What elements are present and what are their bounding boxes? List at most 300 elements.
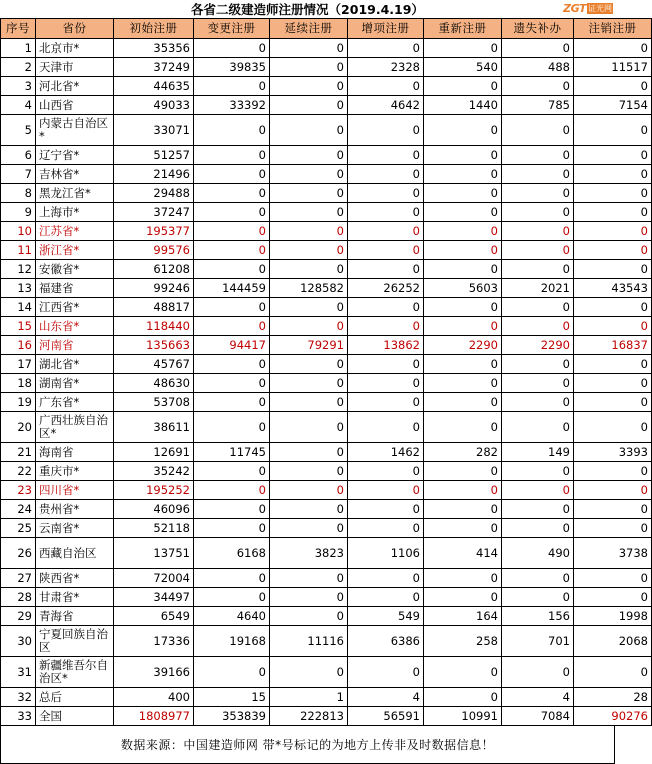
cell-province: 黑龙江省* — [36, 184, 114, 203]
cell-cancel: 0 — [574, 115, 652, 146]
cell-reregister: 0 — [424, 203, 502, 222]
cell-renew: 3823 — [270, 538, 348, 569]
cell-index: 24 — [1, 500, 36, 519]
cell-cancel: 16837 — [574, 336, 652, 355]
cell-change: 0 — [194, 165, 270, 184]
cell-index: 19 — [1, 393, 36, 412]
cell-initial: 400 — [114, 688, 194, 707]
cell-change: 94417 — [194, 336, 270, 355]
cell-province: 云南省* — [36, 519, 114, 538]
cell-renew: 0 — [270, 393, 348, 412]
cell-initial: 1808977 — [114, 707, 194, 726]
cell-change: 0 — [194, 481, 270, 500]
cell-cancel: 0 — [574, 657, 652, 688]
cell-cancel: 3738 — [574, 538, 652, 569]
cell-province: 河南省 — [36, 336, 114, 355]
cell-province: 广西壮族自治区* — [36, 412, 114, 443]
table-row — [1, 519, 652, 538]
table-row — [1, 58, 652, 77]
cell-lost: 0 — [502, 317, 574, 336]
cell-cancel: 1998 — [574, 607, 652, 626]
cell-reregister: 282 — [424, 443, 502, 462]
cell-province: 湖北省* — [36, 355, 114, 374]
cell-province: 北京市* — [36, 39, 114, 58]
registration-table — [0, 18, 652, 726]
cell-cancel: 0 — [574, 569, 652, 588]
cell-initial: 13751 — [114, 538, 194, 569]
cell-reregister: 2290 — [424, 336, 502, 355]
cell-reregister: 0 — [424, 355, 502, 374]
cell-cancel: 7154 — [574, 96, 652, 115]
cell-addition: 0 — [348, 588, 424, 607]
cell-province: 天津市 — [36, 58, 114, 77]
cell-cancel: 43543 — [574, 279, 652, 298]
cell-change: 6168 — [194, 538, 270, 569]
cell-cancel: 0 — [574, 146, 652, 165]
cell-renew: 0 — [270, 462, 348, 481]
table-row — [1, 538, 652, 569]
cell-change: 0 — [194, 298, 270, 317]
cell-renew: 0 — [270, 412, 348, 443]
table-header — [1, 19, 652, 39]
cell-addition: 0 — [348, 298, 424, 317]
cell-addition: 0 — [348, 569, 424, 588]
table-row — [1, 39, 652, 58]
cell-province: 重庆市* — [36, 462, 114, 481]
cell-initial: 37249 — [114, 58, 194, 77]
cell-addition: 0 — [348, 412, 424, 443]
cell-province: 辽宁省* — [36, 146, 114, 165]
cell-initial: 34497 — [114, 588, 194, 607]
table-row — [1, 707, 652, 726]
table-row — [1, 462, 652, 481]
column-header-lost: 遗失补办 — [502, 19, 574, 39]
cell-reregister: 258 — [424, 626, 502, 657]
cell-index: 2 — [1, 58, 36, 77]
cell-lost: 149 — [502, 443, 574, 462]
table-row — [1, 336, 652, 355]
cell-index: 7 — [1, 165, 36, 184]
cell-cancel: 0 — [574, 588, 652, 607]
cell-renew: 79291 — [270, 336, 348, 355]
cell-lost: 488 — [502, 58, 574, 77]
cell-change: 0 — [194, 519, 270, 538]
cell-lost: 701 — [502, 626, 574, 657]
cell-addition: 0 — [348, 374, 424, 393]
cell-reregister: 164 — [424, 607, 502, 626]
column-header-renew: 延续注册 — [270, 19, 348, 39]
cell-initial: 45767 — [114, 355, 194, 374]
cell-addition: 0 — [348, 241, 424, 260]
cell-addition: 0 — [348, 481, 424, 500]
cell-addition: 0 — [348, 462, 424, 481]
cell-renew: 0 — [270, 77, 348, 96]
cell-addition: 0 — [348, 260, 424, 279]
cell-cancel: 0 — [574, 412, 652, 443]
cell-cancel: 0 — [574, 500, 652, 519]
table-row — [1, 279, 652, 298]
cell-initial: 53708 — [114, 393, 194, 412]
cell-change: 33392 — [194, 96, 270, 115]
cell-cancel: 0 — [574, 165, 652, 184]
cell-addition: 13862 — [348, 336, 424, 355]
cell-lost: 0 — [502, 657, 574, 688]
cell-index: 1 — [1, 39, 36, 58]
cell-index: 20 — [1, 412, 36, 443]
cell-change: 15 — [194, 688, 270, 707]
cell-change: 19168 — [194, 626, 270, 657]
cell-reregister: 0 — [424, 519, 502, 538]
cell-change: 0 — [194, 500, 270, 519]
cell-index: 14 — [1, 298, 36, 317]
cell-reregister: 10991 — [424, 707, 502, 726]
cell-change: 0 — [194, 462, 270, 481]
table-row — [1, 374, 652, 393]
cell-renew: 0 — [270, 588, 348, 607]
cell-addition: 1106 — [348, 538, 424, 569]
cell-renew: 128582 — [270, 279, 348, 298]
cell-lost: 2021 — [502, 279, 574, 298]
cell-renew: 0 — [270, 184, 348, 203]
cell-addition: 0 — [348, 222, 424, 241]
cell-lost: 0 — [502, 500, 574, 519]
cell-addition: 0 — [348, 657, 424, 688]
cell-initial: 39166 — [114, 657, 194, 688]
cell-addition: 0 — [348, 146, 424, 165]
cell-cancel: 0 — [574, 374, 652, 393]
table-row — [1, 500, 652, 519]
cell-cancel: 0 — [574, 393, 652, 412]
page-title: 各省二级建造师注册情况（2019.4.19） — [191, 2, 424, 17]
cell-lost: 0 — [502, 184, 574, 203]
cell-province: 青海省 — [36, 607, 114, 626]
cell-lost: 0 — [502, 462, 574, 481]
cell-cancel: 0 — [574, 184, 652, 203]
table-row — [1, 96, 652, 115]
cell-cancel: 0 — [574, 241, 652, 260]
cell-province: 河北省* — [36, 77, 114, 96]
cell-initial: 12691 — [114, 443, 194, 462]
column-header-initial: 初始注册 — [114, 19, 194, 39]
cell-reregister: 0 — [424, 184, 502, 203]
cell-addition: 0 — [348, 115, 424, 146]
cell-change: 0 — [194, 39, 270, 58]
cell-initial: 46096 — [114, 500, 194, 519]
cell-reregister: 0 — [424, 374, 502, 393]
column-header-addition: 增项注册 — [348, 19, 424, 39]
cell-province: 山西省 — [36, 96, 114, 115]
cell-cancel: 3393 — [574, 443, 652, 462]
cell-change: 39835 — [194, 58, 270, 77]
cell-cancel: 0 — [574, 222, 652, 241]
cell-initial: 21496 — [114, 165, 194, 184]
cell-reregister: 0 — [424, 569, 502, 588]
cell-cancel: 0 — [574, 462, 652, 481]
cell-lost: 0 — [502, 481, 574, 500]
cell-lost: 0 — [502, 393, 574, 412]
cell-lost: 4 — [502, 688, 574, 707]
cell-index: 3 — [1, 77, 36, 96]
cell-change: 0 — [194, 317, 270, 336]
table-row — [1, 222, 652, 241]
site-logo — [563, 1, 613, 15]
cell-province: 总后 — [36, 688, 114, 707]
cell-renew: 0 — [270, 355, 348, 374]
cell-change: 0 — [194, 260, 270, 279]
cell-renew: 0 — [270, 58, 348, 77]
cell-renew: 0 — [270, 241, 348, 260]
cell-initial: 38611 — [114, 412, 194, 443]
cell-lost: 0 — [502, 260, 574, 279]
cell-change: 0 — [194, 184, 270, 203]
cell-reregister: 0 — [424, 588, 502, 607]
cell-addition: 0 — [348, 184, 424, 203]
cell-renew: 0 — [270, 260, 348, 279]
cell-change: 0 — [194, 657, 270, 688]
cell-index: 15 — [1, 317, 36, 336]
cell-lost: 785 — [502, 96, 574, 115]
cell-cancel: 0 — [574, 260, 652, 279]
cell-province: 江苏省* — [36, 222, 114, 241]
cell-province: 湖南省* — [36, 374, 114, 393]
cell-index: 13 — [1, 279, 36, 298]
column-header-index: 序号 — [1, 19, 36, 39]
cell-initial: 48630 — [114, 374, 194, 393]
cell-index: 16 — [1, 336, 36, 355]
cell-lost: 490 — [502, 538, 574, 569]
cell-index: 26 — [1, 538, 36, 569]
cell-addition: 56591 — [348, 707, 424, 726]
cell-change: 0 — [194, 222, 270, 241]
cell-province: 海南省 — [36, 443, 114, 462]
cell-province: 全国 — [36, 707, 114, 726]
column-header-province: 省份 — [36, 19, 114, 39]
cell-lost: 0 — [502, 241, 574, 260]
cell-addition: 0 — [348, 77, 424, 96]
table-row — [1, 626, 652, 657]
cell-initial: 135663 — [114, 336, 194, 355]
cell-change: 0 — [194, 412, 270, 443]
cell-renew: 0 — [270, 115, 348, 146]
cell-change: 353839 — [194, 707, 270, 726]
table-row — [1, 260, 652, 279]
cell-initial: 118440 — [114, 317, 194, 336]
cell-addition: 6386 — [348, 626, 424, 657]
cell-lost: 0 — [502, 569, 574, 588]
table-row — [1, 588, 652, 607]
cell-province: 安徽省* — [36, 260, 114, 279]
cell-index: 22 — [1, 462, 36, 481]
cell-reregister: 0 — [424, 260, 502, 279]
table-row — [1, 184, 652, 203]
cell-province: 山东省* — [36, 317, 114, 336]
cell-change: 0 — [194, 241, 270, 260]
cell-addition: 0 — [348, 203, 424, 222]
cell-cancel: 2068 — [574, 626, 652, 657]
table-row — [1, 355, 652, 374]
cell-addition: 0 — [348, 317, 424, 336]
cell-reregister: 0 — [424, 298, 502, 317]
column-header-cancel: 注销注册 — [574, 19, 652, 39]
cell-renew: 0 — [270, 317, 348, 336]
cell-index: 6 — [1, 146, 36, 165]
cell-province: 上海市* — [36, 203, 114, 222]
cell-index: 29 — [1, 607, 36, 626]
cell-index: 5 — [1, 115, 36, 146]
cell-cancel: 90276 — [574, 707, 652, 726]
logo-badge: 证光网 — [588, 3, 612, 13]
cell-lost: 0 — [502, 115, 574, 146]
cell-renew: 0 — [270, 481, 348, 500]
cell-initial: 72004 — [114, 569, 194, 588]
cell-cancel: 0 — [574, 519, 652, 538]
cell-initial: 48817 — [114, 298, 194, 317]
cell-province: 广东省* — [36, 393, 114, 412]
cell-reregister: 0 — [424, 481, 502, 500]
header-row — [1, 19, 652, 39]
cell-index: 21 — [1, 443, 36, 462]
cell-reregister: 540 — [424, 58, 502, 77]
cell-lost: 0 — [502, 165, 574, 184]
cell-reregister: 0 — [424, 412, 502, 443]
cell-initial: 33071 — [114, 115, 194, 146]
cell-cancel: 0 — [574, 298, 652, 317]
cell-reregister: 414 — [424, 538, 502, 569]
cell-lost: 0 — [502, 298, 574, 317]
cell-initial: 37247 — [114, 203, 194, 222]
table-row — [1, 317, 652, 336]
cell-addition: 26252 — [348, 279, 424, 298]
table-row — [1, 481, 652, 500]
table-body — [1, 39, 652, 726]
cell-lost: 7084 — [502, 707, 574, 726]
cell-province: 江西省* — [36, 298, 114, 317]
cell-change: 0 — [194, 146, 270, 165]
cell-renew: 1 — [270, 688, 348, 707]
cell-initial: 195252 — [114, 481, 194, 500]
cell-index: 31 — [1, 657, 36, 688]
cell-index: 32 — [1, 688, 36, 707]
cell-index: 17 — [1, 355, 36, 374]
cell-province: 贵州省* — [36, 500, 114, 519]
cell-index: 10 — [1, 222, 36, 241]
cell-cancel: 0 — [574, 203, 652, 222]
cell-reregister: 0 — [424, 39, 502, 58]
table-row — [1, 241, 652, 260]
cell-index: 8 — [1, 184, 36, 203]
cell-addition: 0 — [348, 519, 424, 538]
cell-change: 0 — [194, 355, 270, 374]
table-row — [1, 203, 652, 222]
cell-province: 内蒙古自治区* — [36, 115, 114, 146]
cell-reregister: 0 — [424, 393, 502, 412]
cell-index: 30 — [1, 626, 36, 657]
cell-initial: 49033 — [114, 96, 194, 115]
cell-province: 吉林省* — [36, 165, 114, 184]
table-row — [1, 115, 652, 146]
cell-renew: 222813 — [270, 707, 348, 726]
cell-cancel: 0 — [574, 39, 652, 58]
cell-index: 12 — [1, 260, 36, 279]
cell-index: 18 — [1, 374, 36, 393]
cell-index: 9 — [1, 203, 36, 222]
cell-cancel: 0 — [574, 77, 652, 96]
cell-addition: 549 — [348, 607, 424, 626]
table-row — [1, 443, 652, 462]
footer-note-bar — [0, 726, 615, 764]
column-header-change: 变更注册 — [194, 19, 270, 39]
cell-lost: 0 — [502, 412, 574, 443]
cell-initial: 195377 — [114, 222, 194, 241]
cell-initial: 61208 — [114, 260, 194, 279]
cell-addition: 0 — [348, 39, 424, 58]
cell-initial: 51257 — [114, 146, 194, 165]
cell-index: 23 — [1, 481, 36, 500]
cell-province: 陕西省* — [36, 569, 114, 588]
cell-lost: 0 — [502, 77, 574, 96]
cell-change: 11745 — [194, 443, 270, 462]
cell-renew: 0 — [270, 165, 348, 184]
cell-province: 宁夏回族自治区 — [36, 626, 114, 657]
cell-initial: 99576 — [114, 241, 194, 260]
cell-renew: 0 — [270, 39, 348, 58]
cell-cancel: 28 — [574, 688, 652, 707]
cell-renew: 0 — [270, 374, 348, 393]
cell-reregister: 0 — [424, 688, 502, 707]
cell-reregister: 0 — [424, 165, 502, 184]
cell-renew: 0 — [270, 519, 348, 538]
cell-reregister: 1440 — [424, 96, 502, 115]
cell-initial: 52118 — [114, 519, 194, 538]
cell-change: 144459 — [194, 279, 270, 298]
table-row — [1, 146, 652, 165]
data-source-note: 数据来源：中国建造师网 带*号标记的为地方上传非及时数据信息！ — [120, 738, 495, 752]
cell-renew: 0 — [270, 298, 348, 317]
cell-reregister: 0 — [424, 500, 502, 519]
cell-reregister: 0 — [424, 657, 502, 688]
cell-cancel: 11517 — [574, 58, 652, 77]
cell-reregister: 0 — [424, 317, 502, 336]
cell-lost: 0 — [502, 374, 574, 393]
cell-addition: 0 — [348, 165, 424, 184]
cell-addition: 0 — [348, 393, 424, 412]
cell-initial: 6549 — [114, 607, 194, 626]
cell-addition: 4642 — [348, 96, 424, 115]
cell-renew: 0 — [270, 607, 348, 626]
cell-initial: 99246 — [114, 279, 194, 298]
cell-cancel: 0 — [574, 481, 652, 500]
cell-index: 4 — [1, 96, 36, 115]
table-row — [1, 688, 652, 707]
cell-initial: 44635 — [114, 77, 194, 96]
cell-index: 33 — [1, 707, 36, 726]
cell-renew: 11116 — [270, 626, 348, 657]
cell-province: 西藏自治区 — [36, 538, 114, 569]
cell-province: 四川省* — [36, 481, 114, 500]
cell-cancel: 0 — [574, 317, 652, 336]
cell-lost: 156 — [502, 607, 574, 626]
cell-lost: 2290 — [502, 336, 574, 355]
cell-cancel: 0 — [574, 355, 652, 374]
table-row — [1, 298, 652, 317]
cell-change: 0 — [194, 374, 270, 393]
table-row — [1, 165, 652, 184]
cell-change: 0 — [194, 588, 270, 607]
cell-addition: 1462 — [348, 443, 424, 462]
cell-renew: 0 — [270, 203, 348, 222]
cell-reregister: 0 — [424, 115, 502, 146]
cell-change: 0 — [194, 77, 270, 96]
